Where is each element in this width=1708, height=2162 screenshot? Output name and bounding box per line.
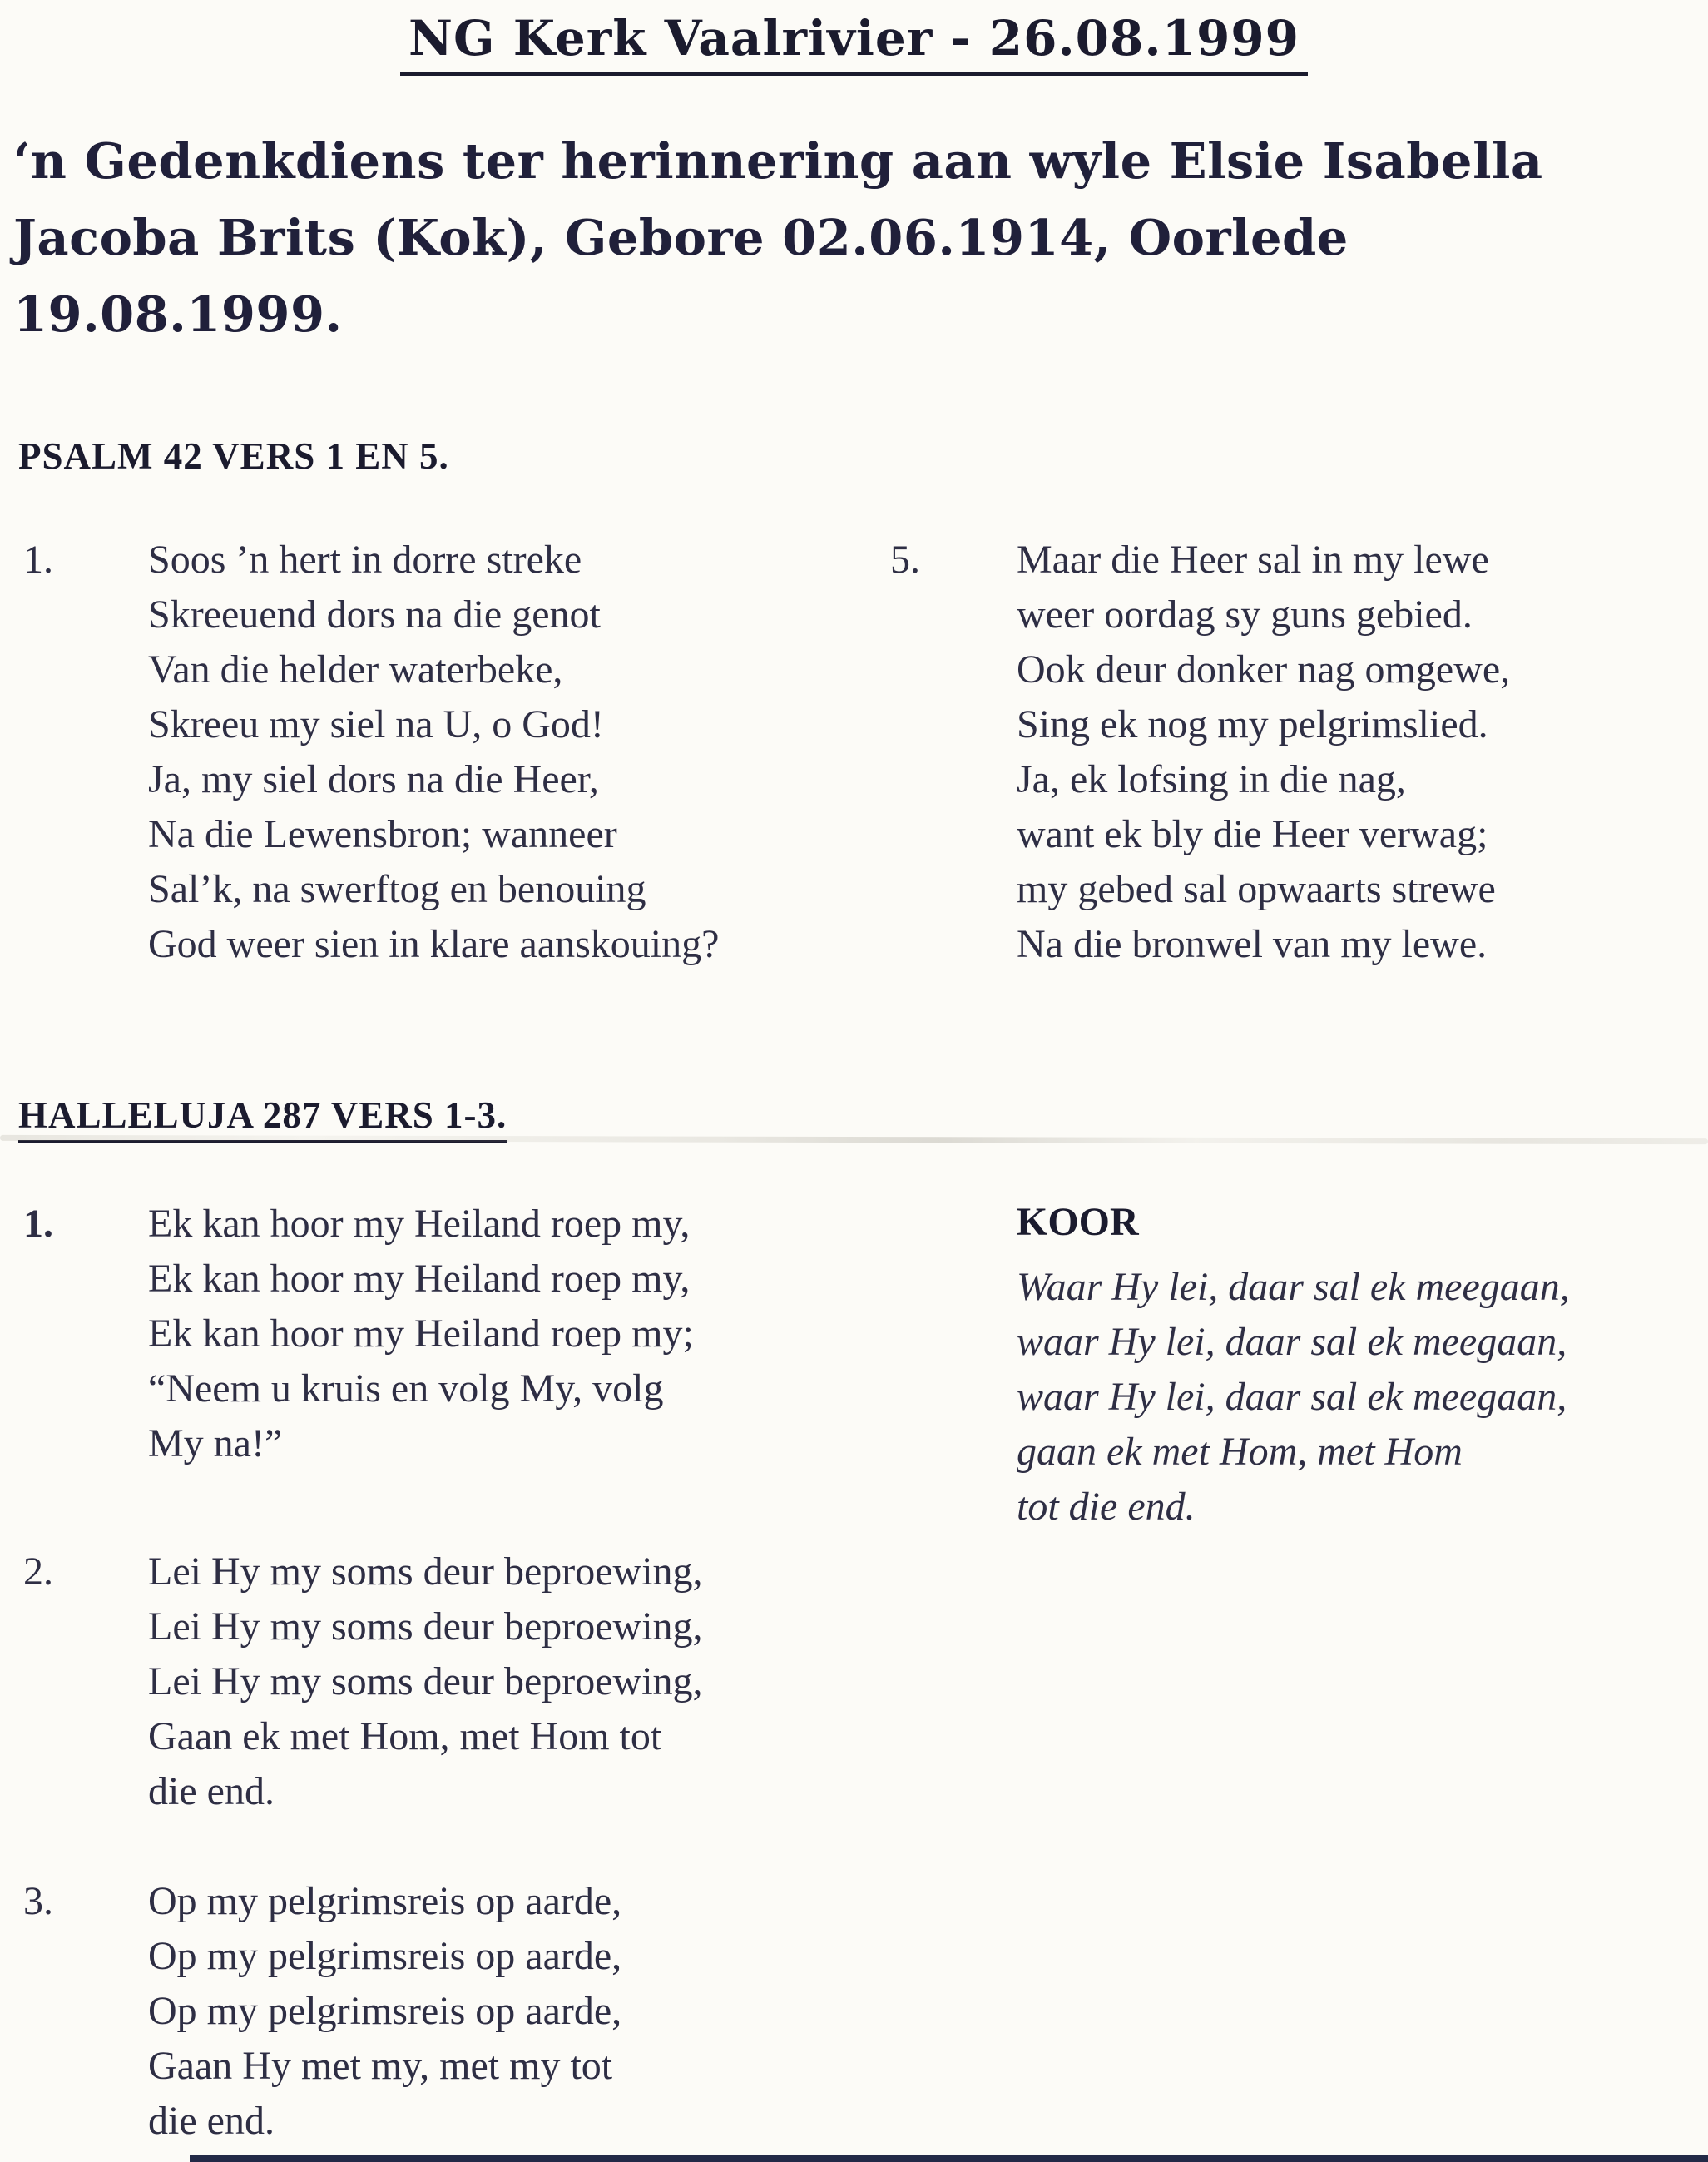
verse-line: Ook deur donker nag omgewe, <box>1017 647 1511 692</box>
psalm-verse-5 <box>890 533 1510 972</box>
halleluja-section-heading: HALLELUJA 287 VERS 1-3. <box>18 1093 507 1143</box>
verse-line: my gebed sal opwaarts strewe <box>1017 867 1496 911</box>
page-title: NG Kerk Vaalrivier - 26.08.1999 <box>400 10 1308 76</box>
verse-lines <box>148 1545 703 1819</box>
verse-line: “Neem u kruis en volg My, volg <box>148 1366 664 1411</box>
verse-number: 3. <box>23 1879 53 1923</box>
verse-line: Op my pelgrimsreis op aarde, <box>148 1989 622 2033</box>
verse-line: Lei Hy my soms deur beproewing, <box>148 1604 703 1649</box>
verse-line: want ek bly die Heer verwag; <box>1017 812 1488 856</box>
verse-line: Skreeu my siel na U, o God! <box>148 702 604 746</box>
verse-number: 2. <box>23 1550 53 1594</box>
halleluja-verse-1 <box>23 1197 694 1471</box>
verse-line: Waar Hy lei, daar sal ek meegaan, <box>1017 1265 1570 1309</box>
psalm-verse-1 <box>23 533 719 972</box>
verse-line: Soos ’n hert in dorre streke <box>148 538 582 582</box>
verse-line: Lei Hy my soms deur beproewing, <box>148 1550 703 1594</box>
verse-line: Op my pelgrimsreis op aarde, <box>148 1934 622 1978</box>
halleluja-verse-3 <box>23 1874 621 2149</box>
verse-line: Gaan Hy met my, met my tot <box>148 2044 613 2088</box>
intro-line: ‘n Gedenkdiens ter herinnering aan wyle Elsie Isabella <box>13 132 1543 190</box>
verse-line: God weer sien in klare aanskouing? <box>148 922 720 966</box>
verse-line: gaan ek met Hom, met Hom <box>1017 1430 1463 1474</box>
verse-lines <box>1017 533 1510 972</box>
halleluja-verse-2 <box>23 1545 703 1819</box>
verse-line: waar Hy lei, daar sal ek meegaan, <box>1017 1375 1567 1419</box>
verse-line: tot die end. <box>1017 1485 1196 1529</box>
psalm-section-heading: PSALM 42 VERS 1 EN 5. <box>18 435 449 477</box>
verse-line: Op my pelgrimsreis op aarde, <box>148 1879 622 1923</box>
intro-line: Jacoba Brits (Kok), Gebore 02.06.1914, Oorlede <box>13 209 1349 266</box>
verse-number: 5. <box>890 538 920 582</box>
verse-line: waar Hy lei, daar sal ek meegaan, <box>1017 1320 1567 1364</box>
memorial-intro-paragraph <box>13 123 1543 353</box>
verse-lines <box>148 1197 694 1471</box>
verse-line: Ja, my siel dors na die Heer, <box>148 757 599 801</box>
intro-line: 19.08.1999. <box>13 285 343 343</box>
verse-line: die end. <box>148 1769 275 1813</box>
verse-number: 1. <box>23 538 53 582</box>
verse-line: Lei Hy my soms deur beproewing, <box>148 1659 703 1703</box>
verse-line: die end. <box>148 2099 275 2143</box>
verse-line: Gaan ek met Hom, met Hom tot <box>148 1714 662 1758</box>
koor-lines <box>1017 1260 1570 1535</box>
verse-number: 1. <box>23 1202 53 1246</box>
title-container <box>0 10 1708 76</box>
koor-chorus-block <box>1017 1195 1570 1535</box>
verse-line: Skreeuend dors na die genot <box>148 593 601 637</box>
verse-line: Sing ek nog my pelgrimslied. <box>1017 702 1488 746</box>
verse-line: Maar die Heer sal in my lewe <box>1017 538 1489 582</box>
verse-line: Na die bronwel van my lewe. <box>1017 922 1488 966</box>
verse-lines <box>148 1874 621 2149</box>
verse-line: Van die helder waterbeke, <box>148 647 563 692</box>
verse-line: My na!” <box>148 1421 283 1465</box>
verse-line: Ek kan hoor my Heiland roep my; <box>148 1312 694 1356</box>
verse-line: Sal’k, na swerftog en benouing <box>148 867 646 911</box>
verse-line: Ek kan hoor my Heiland roep my, <box>148 1202 691 1246</box>
verse-line: Ja, ek lofsing in die nag, <box>1017 757 1406 801</box>
verse-lines <box>148 533 719 972</box>
scan-edge-artifact <box>190 2155 1708 2162</box>
verse-line: weer oordag sy guns gebied. <box>1017 593 1473 637</box>
koor-heading: KOOR <box>1017 1200 1139 1244</box>
verse-line: Na die Lewensbron; wanneer <box>148 812 617 856</box>
verse-line: Ek kan hoor my Heiland roep my, <box>148 1257 691 1301</box>
